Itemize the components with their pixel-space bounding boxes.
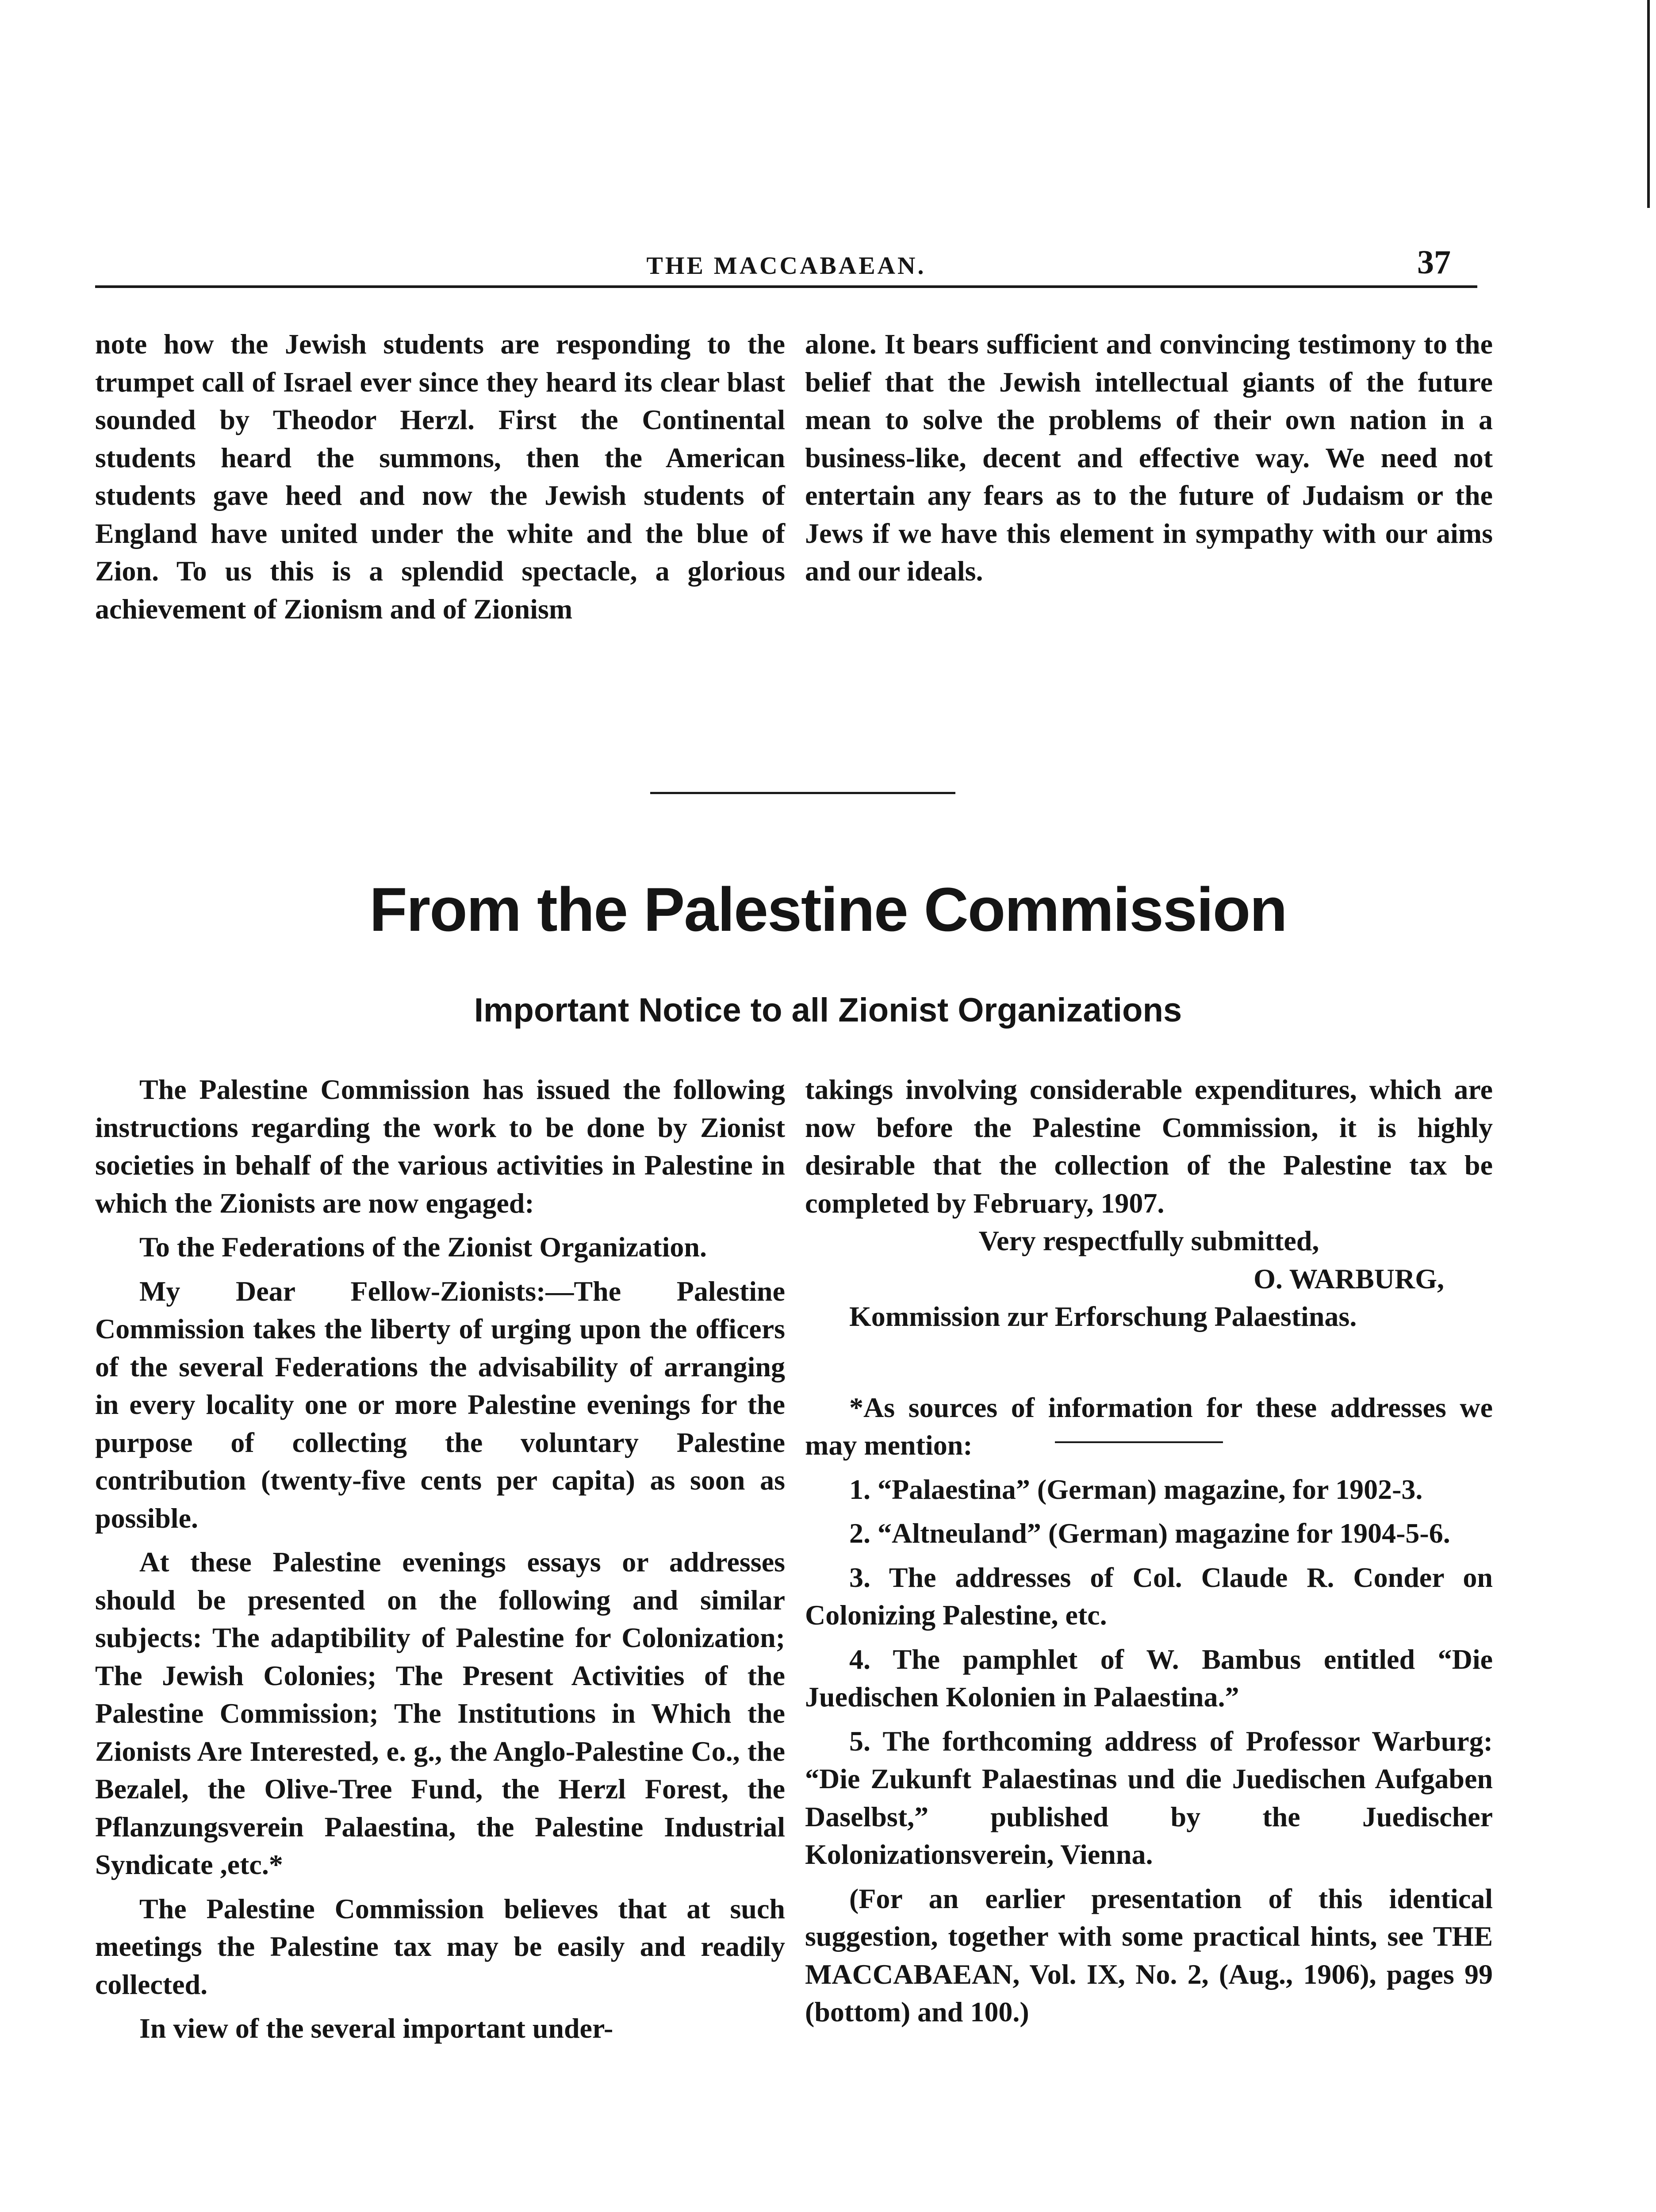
footnote-intro: *As sources of information for these addresses we may mention:: [805, 1391, 1493, 1461]
article-title: From the Palestine Commission: [369, 875, 1287, 944]
page-edge-rule: [1647, 0, 1650, 208]
article-paragraph: takings involving considerable expenditures, which are now before the Palestine Commission, it is highly desirable that the collection of the Palestine tax be completed by February, 1907.: [805, 1074, 1493, 1219]
footnote-item: 4. The pamphlet of W. Bambus entitled “Die Juedischen Kolonien in Palaestina.”: [805, 1643, 1493, 1713]
footnote-item: (For an earlier presentation of this identical suggestion, together with some practical hints, see THE MACCABAEAN, Vol. IX, No. 2, (Aug., 1906), pages 99 (bottom) and 100.): [805, 1882, 1493, 2028]
article-paragraph: My Dear Fellow-Zionists:—The Palestine Commission takes the liberty of urging upon the officers of the several Federations the advisability of arranging in every locality one or more Palestine evenings for the purpose of collecting the voluntary Palestine contribution (twenty-five cents per capita) as soon as possible.: [95, 1275, 785, 1534]
intro-right-column: [805, 325, 1493, 590]
article-subtitle: Important Notice to all Zionist Organizations: [474, 991, 1182, 1029]
article-paragraph: The Palestine Commission believes that at such meetings the Palestine tax may be easily and readily collected.: [95, 1893, 785, 2000]
closing-line: Very respectfully submitted,: [978, 1225, 1319, 1256]
intro-left-text: note how the Jewish students are responding to the trumpet call of Israel ever since they heard its clear blast sounded by Theodor Herzl. First the Continental students heard the summons, then the American students gave heed and now the Jewish students of England have united under the white and the blue of Zion. To us this is a splendid spectacle, a glorious achievement of Zionism and of Zionism: [95, 328, 785, 625]
signer-organization: Kommission zur Erforschung Palaestinas.: [849, 1301, 1357, 1332]
article-paragraph: In view of the several important under-: [139, 2012, 613, 2044]
intro-right-text: alone. It bears sufficient and convincing testimony to the belief that the Jewish intellectual giants of the future mean to solve the problems of their own nation in a business-like, decent and effective way. We need not entertain any fears as to the future of Judaism or the Jews if we have this element in sympathy with our aims and our ideals.: [805, 328, 1493, 587]
journal-title: THE MACCABAEAN.: [646, 252, 926, 280]
article-paragraph: The Palestine Commission has issued the following instructions regarding the work to be done by Zionist societies in behalf of the various activities in Palestine in which the Zionists are now engaged:: [95, 1074, 785, 1219]
section-divider: [650, 792, 955, 794]
signer-name: O. WARBURG,: [1254, 1263, 1444, 1294]
article-left-column: [95, 1071, 785, 2047]
footnote-item: 2. “Altneuland” (German) magazine for 1904-5-6.: [849, 1517, 1450, 1549]
salutation-address: To the Federations of the Zionist Organization.: [139, 1231, 707, 1263]
article-right-column: [805, 1071, 1493, 2031]
article-paragraph: At these Palestine evenings essays or addresses should be presented on the following and similar subjects: The adaptibility of Palestine for Colonization; The Jewish Colonies; The Present Activities of the Palestine Commission; The Institutions in Which the Zionists Are Interested, e. g., the Anglo-Palestine Co., the Bezalel, the Olive-Tree Fund, the Herzl Forest, the Pflanzungsverein Palaestina, the Palestine Industrial Syndicate ,etc.*: [95, 1546, 785, 1880]
running-header: [95, 243, 1477, 288]
footnote-list: [805, 1389, 1493, 2031]
page-number: 37: [1417, 244, 1451, 281]
footnote-item: 1. “Palaestina” (German) magazine, for 1902-3.: [849, 1473, 1423, 1505]
intro-left-column: [95, 325, 785, 628]
footnote-item: 5. The forthcoming address of Professor Warburg: “Die Zukunft Palaestinas und die Juedischen Aufgaben Daselbst,” published by the Juedischer Kolonizationsverein, Vienna.: [805, 1725, 1493, 1870]
footnote-item: 3. The addresses of Col. Claude R. Conder on Colonizing Palestine, etc.: [805, 1561, 1493, 1631]
footnote-divider: [1055, 1441, 1223, 1443]
